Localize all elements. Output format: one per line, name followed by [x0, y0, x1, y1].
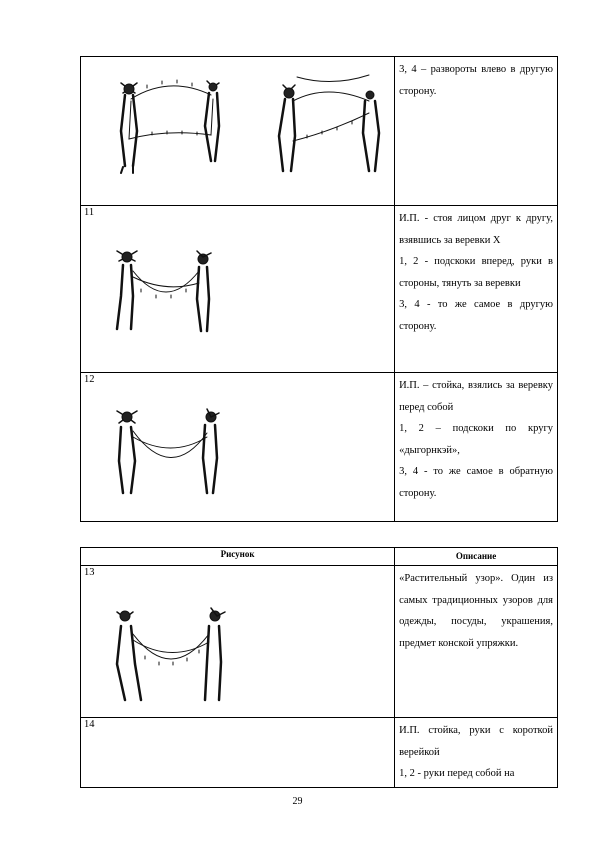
description-cell — [395, 206, 558, 373]
table-row — [81, 57, 558, 206]
table-row — [81, 718, 558, 788]
description-line: 3, 4 – развороты влево в другую сторону. — [399, 64, 553, 97]
page-number: 29 — [292, 796, 303, 807]
exercise-table-1 — [80, 56, 558, 522]
row-number: 14 — [84, 719, 95, 730]
description-line: 1, 2 – подскоки по кругу «дыгорнкэй», — [399, 423, 553, 456]
description-cell — [395, 373, 558, 522]
drawing-cell — [81, 57, 395, 206]
description-line: И.П. - стоя лицом друг к другу, взявшись за веревки Х — [399, 213, 553, 246]
description-line: И.П. – стойка, взялись за веревку перед собой — [399, 380, 553, 413]
description-line: 3, 4 - то же самое в другую сторону. — [399, 299, 553, 332]
description-line: И.П. стойка, руки с короткой верейкой — [399, 725, 553, 758]
dancers-drawing-turn — [107, 71, 397, 196]
dancers-drawing-pull — [111, 241, 221, 333]
description-line: 3, 4 - то же самое в обратную сторону. — [399, 466, 553, 499]
row-number: 11 — [84, 207, 95, 218]
table-row — [81, 373, 558, 522]
table-row — [81, 206, 558, 373]
description-line: «Растительный узор». Один из самых традиционных узоров для одежды, посуды, украшения, предмет конской упряжки. — [399, 573, 553, 649]
dancers-drawing-circle — [111, 403, 231, 498]
column-header-drawing: Рисунок — [81, 548, 395, 566]
dancers-drawing-pattern — [111, 604, 236, 704]
row-number: 13 — [84, 567, 95, 578]
description-cell — [395, 718, 558, 788]
table-header-row — [81, 548, 558, 566]
row-number: 12 — [84, 374, 95, 385]
drawing-cell — [81, 718, 395, 788]
exercise-table-2 — [80, 547, 558, 788]
column-header-description: Описание — [395, 548, 558, 566]
description-cell — [395, 57, 558, 206]
drawing-cell — [81, 206, 395, 373]
drawing-cell — [81, 566, 395, 718]
description-cell — [395, 566, 558, 718]
description-line: 1, 2 - руки перед собой на — [399, 768, 515, 780]
drawing-cell — [81, 373, 395, 522]
table-row — [81, 566, 558, 718]
description-line: 1, 2 - подскоки вперед, руки в стороны, тянуть за веревки — [399, 256, 553, 289]
